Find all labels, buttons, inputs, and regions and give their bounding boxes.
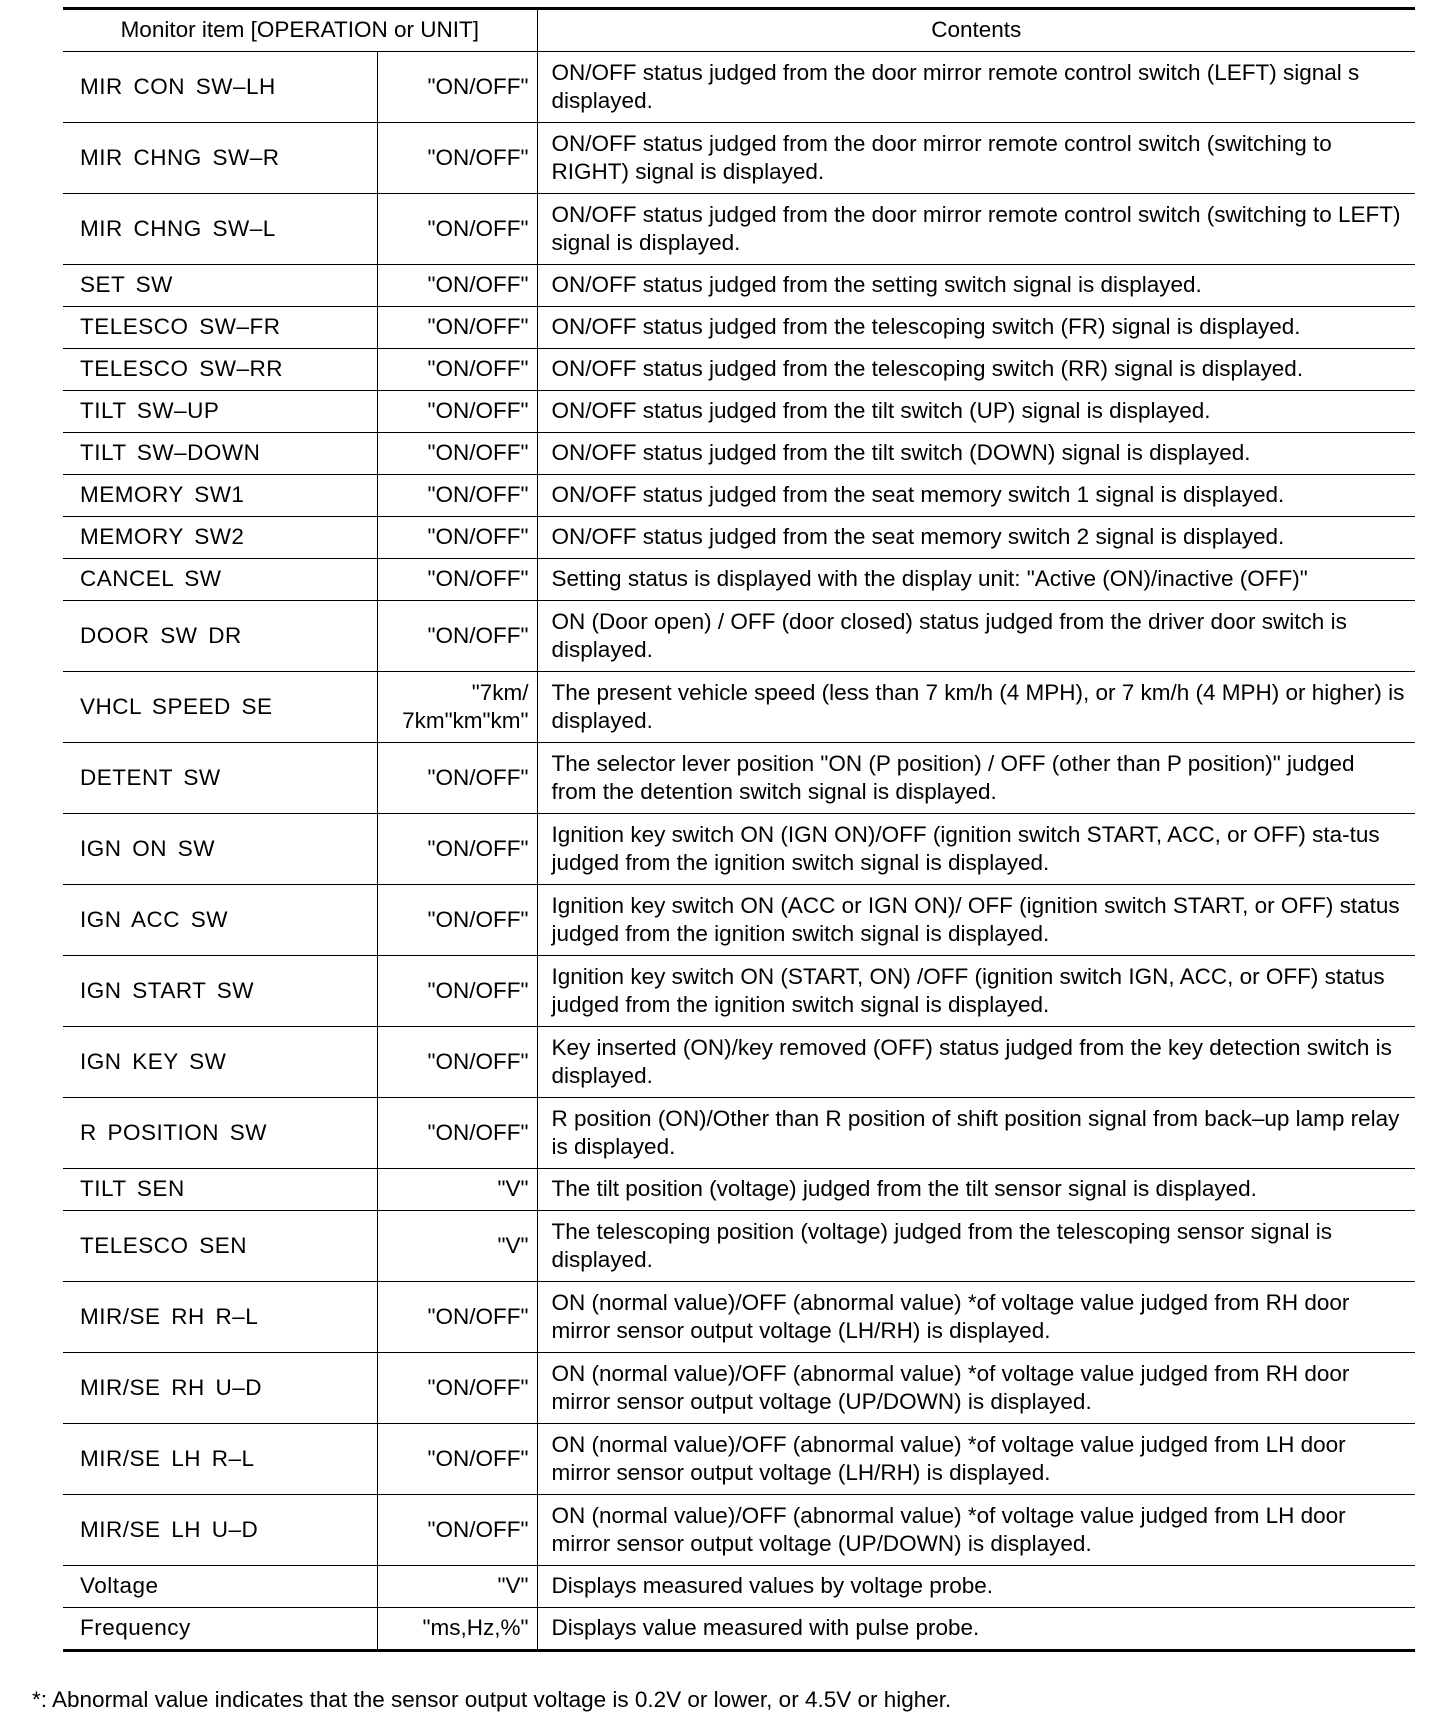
table-row <box>63 672 1415 743</box>
table-row <box>63 433 1415 475</box>
contents-cell: ON/OFF status judged from the door mirror remote control switch (switching to RIGHT) signal is displayed. <box>537 123 1415 194</box>
monitor-item-cell: Voltage <box>63 1566 377 1608</box>
contents-cell: Key inserted (ON)/key removed (OFF) status judged from the key detection switch is displayed. <box>537 1027 1415 1098</box>
contents-cell: Ignition key switch ON (ACC or IGN ON)/ OFF (ignition switch START, or OFF) status judged from the ignition switch signal is displayed. <box>537 885 1415 956</box>
monitor-item-cell: IGN START SW <box>63 956 377 1027</box>
monitor-item-cell: IGN ACC SW <box>63 885 377 956</box>
table-row <box>63 349 1415 391</box>
unit-cell: "ON/OFF" <box>377 1027 537 1098</box>
contents-cell: ON/OFF status judged from the setting switch signal is displayed. <box>537 265 1415 307</box>
monitor-item-cell: TILT SEN <box>63 1169 377 1211</box>
table-row <box>63 475 1415 517</box>
monitor-item-cell: CANCEL SW <box>63 559 377 601</box>
monitor-item-cell: R POSITION SW <box>63 1098 377 1169</box>
table-row <box>63 1282 1415 1353</box>
monitor-item-cell: TILT SW–UP <box>63 391 377 433</box>
table-row <box>63 1098 1415 1169</box>
table-row <box>63 391 1415 433</box>
unit-cell: "ON/OFF" <box>377 885 537 956</box>
unit-cell: "ms,Hz,%" <box>377 1608 537 1651</box>
header-monitor-item: Monitor item [OPERATION or UNIT] <box>63 9 537 52</box>
monitor-item-cell: DOOR SW DR <box>63 601 377 672</box>
unit-cell: "7km/ 7km"km"km" <box>377 672 537 743</box>
contents-cell: The tilt position (voltage) judged from the tilt sensor signal is displayed. <box>537 1169 1415 1211</box>
unit-cell: "V" <box>377 1211 537 1282</box>
contents-cell: ON (normal value)/OFF (abnormal value) *of voltage value judged from RH door mirror sensor output voltage (LH/RH) is displayed. <box>537 1282 1415 1353</box>
monitor-item-cell: Frequency <box>63 1608 377 1651</box>
contents-cell: The present vehicle speed (less than 7 km/h (4 MPH), or 7 km/h (4 MPH) or higher) is displayed. <box>537 672 1415 743</box>
unit-cell: "ON/OFF" <box>377 265 537 307</box>
contents-cell: ON (Door open) / OFF (door closed) status judged from the driver door switch is displayed. <box>537 601 1415 672</box>
unit-cell: "ON/OFF" <box>377 956 537 1027</box>
contents-cell: ON/OFF status judged from the telescoping switch (FR) signal is displayed. <box>537 307 1415 349</box>
table-row <box>63 559 1415 601</box>
unit-cell: "ON/OFF" <box>377 123 537 194</box>
unit-cell: "ON/OFF" <box>377 433 537 475</box>
unit-cell: "ON/OFF" <box>377 475 537 517</box>
monitor-item-cell: MIR/SE LH U–D <box>63 1495 377 1566</box>
monitor-item-cell: MIR/SE RH R–L <box>63 1282 377 1353</box>
table-row <box>63 194 1415 265</box>
unit-cell: "ON/OFF" <box>377 743 537 814</box>
contents-cell: ON/OFF status judged from the seat memory switch 2 signal is displayed. <box>537 517 1415 559</box>
contents-cell: Ignition key switch ON (START, ON) /OFF (ignition switch IGN, ACC, or OFF) status judged from the ignition switch signal is displayed. <box>537 956 1415 1027</box>
monitor-item-cell: SET SW <box>63 265 377 307</box>
contents-cell: Ignition key switch ON (IGN ON)/OFF (ignition switch START, ACC, or OFF) sta-tus judged from the ignition switch signal is displayed. <box>537 814 1415 885</box>
table-header-row <box>63 9 1415 52</box>
table-row <box>63 1027 1415 1098</box>
table-body <box>63 52 1415 1651</box>
monitor-item-cell: MIR CHNG SW–L <box>63 194 377 265</box>
contents-cell: ON/OFF status judged from the door mirror remote control switch (switching to LEFT) signal is displayed. <box>537 194 1415 265</box>
table-row <box>63 52 1415 123</box>
monitor-item-cell: MIR CON SW–LH <box>63 52 377 123</box>
monitor-item-cell: TELESCO SEN <box>63 1211 377 1282</box>
contents-cell: ON/OFF status judged from the tilt switch (DOWN) signal is displayed. <box>537 433 1415 475</box>
footnote: *: Abnormal value indicates that the sensor output voltage is 0.2V or lower, or 4.5V or higher. <box>32 1687 952 1712</box>
unit-cell: "ON/OFF" <box>377 559 537 601</box>
table-row <box>63 743 1415 814</box>
contents-cell: The selector lever position "ON (P position) / OFF (other than P position)" judged from the detention switch signal is displayed. <box>537 743 1415 814</box>
monitor-item-cell: IGN ON SW <box>63 814 377 885</box>
header-contents: Contents <box>537 9 1415 52</box>
contents-cell: ON/OFF status judged from the door mirror remote control switch (LEFT) signal s displayed. <box>537 52 1415 123</box>
unit-cell: "ON/OFF" <box>377 52 537 123</box>
contents-cell: ON/OFF status judged from the seat memory switch 1 signal is displayed. <box>537 475 1415 517</box>
unit-cell: "V" <box>377 1566 537 1608</box>
unit-cell: "ON/OFF" <box>377 814 537 885</box>
contents-cell: Setting status is displayed with the display unit: "Active (ON)/inactive (OFF)" <box>537 559 1415 601</box>
contents-cell: ON/OFF status judged from the tilt switch (UP) signal is displayed. <box>537 391 1415 433</box>
unit-cell: "ON/OFF" <box>377 601 537 672</box>
table-row <box>63 1169 1415 1211</box>
contents-cell: ON (normal value)/OFF (abnormal value) *of voltage value judged from RH door mirror sensor output voltage (UP/DOWN) is displayed. <box>537 1353 1415 1424</box>
table-row <box>63 1608 1415 1651</box>
table-row <box>63 265 1415 307</box>
unit-cell: "ON/OFF" <box>377 1098 537 1169</box>
unit-cell: "ON/OFF" <box>377 194 537 265</box>
monitor-item-cell: TELESCO SW–RR <box>63 349 377 391</box>
monitor-item-table <box>63 7 1415 1652</box>
unit-cell: "ON/OFF" <box>377 1353 537 1424</box>
table-row <box>63 307 1415 349</box>
unit-cell: "ON/OFF" <box>377 391 537 433</box>
unit-cell: "ON/OFF" <box>377 1424 537 1495</box>
monitor-item-cell: MEMORY SW1 <box>63 475 377 517</box>
monitor-item-cell: IGN KEY SW <box>63 1027 377 1098</box>
table-row <box>63 885 1415 956</box>
contents-cell: R position (ON)/Other than R position of shift position signal from back–up lamp relay is displayed. <box>537 1098 1415 1169</box>
monitor-item-cell: TELESCO SW–FR <box>63 307 377 349</box>
contents-cell: The telescoping position (voltage) judged from the telescoping sensor signal is displayed. <box>537 1211 1415 1282</box>
monitor-item-cell: DETENT SW <box>63 743 377 814</box>
contents-cell: ON (normal value)/OFF (abnormal value) *of voltage value judged from LH door mirror sensor output voltage (LH/RH) is displayed. <box>537 1424 1415 1495</box>
table-row <box>63 956 1415 1027</box>
table-row <box>63 1495 1415 1566</box>
table-row <box>63 123 1415 194</box>
contents-cell: Displays value measured with pulse probe. <box>537 1608 1415 1651</box>
table-row <box>63 517 1415 559</box>
monitor-item-cell: VHCL SPEED SE <box>63 672 377 743</box>
monitor-item-cell: MIR CHNG SW–R <box>63 123 377 194</box>
table-row <box>63 1353 1415 1424</box>
table-row <box>63 601 1415 672</box>
contents-cell: ON/OFF status judged from the telescoping switch (RR) signal is displayed. <box>537 349 1415 391</box>
unit-cell: "ON/OFF" <box>377 517 537 559</box>
table-row <box>63 1424 1415 1495</box>
monitor-item-cell: MIR/SE LH R–L <box>63 1424 377 1495</box>
table-row <box>63 1211 1415 1282</box>
table-row <box>63 1566 1415 1608</box>
unit-cell: "V" <box>377 1169 537 1211</box>
unit-cell: "ON/OFF" <box>377 1282 537 1353</box>
monitor-item-cell: MIR/SE RH U–D <box>63 1353 377 1424</box>
contents-cell: ON (normal value)/OFF (abnormal value) *of voltage value judged from LH door mirror sensor output voltage (UP/DOWN) is displayed. <box>537 1495 1415 1566</box>
table-row <box>63 814 1415 885</box>
unit-cell: "ON/OFF" <box>377 349 537 391</box>
monitor-item-cell: MEMORY SW2 <box>63 517 377 559</box>
unit-cell: "ON/OFF" <box>377 307 537 349</box>
contents-cell: Displays measured values by voltage probe. <box>537 1566 1415 1608</box>
unit-cell: "ON/OFF" <box>377 1495 537 1566</box>
monitor-item-cell: TILT SW–DOWN <box>63 433 377 475</box>
